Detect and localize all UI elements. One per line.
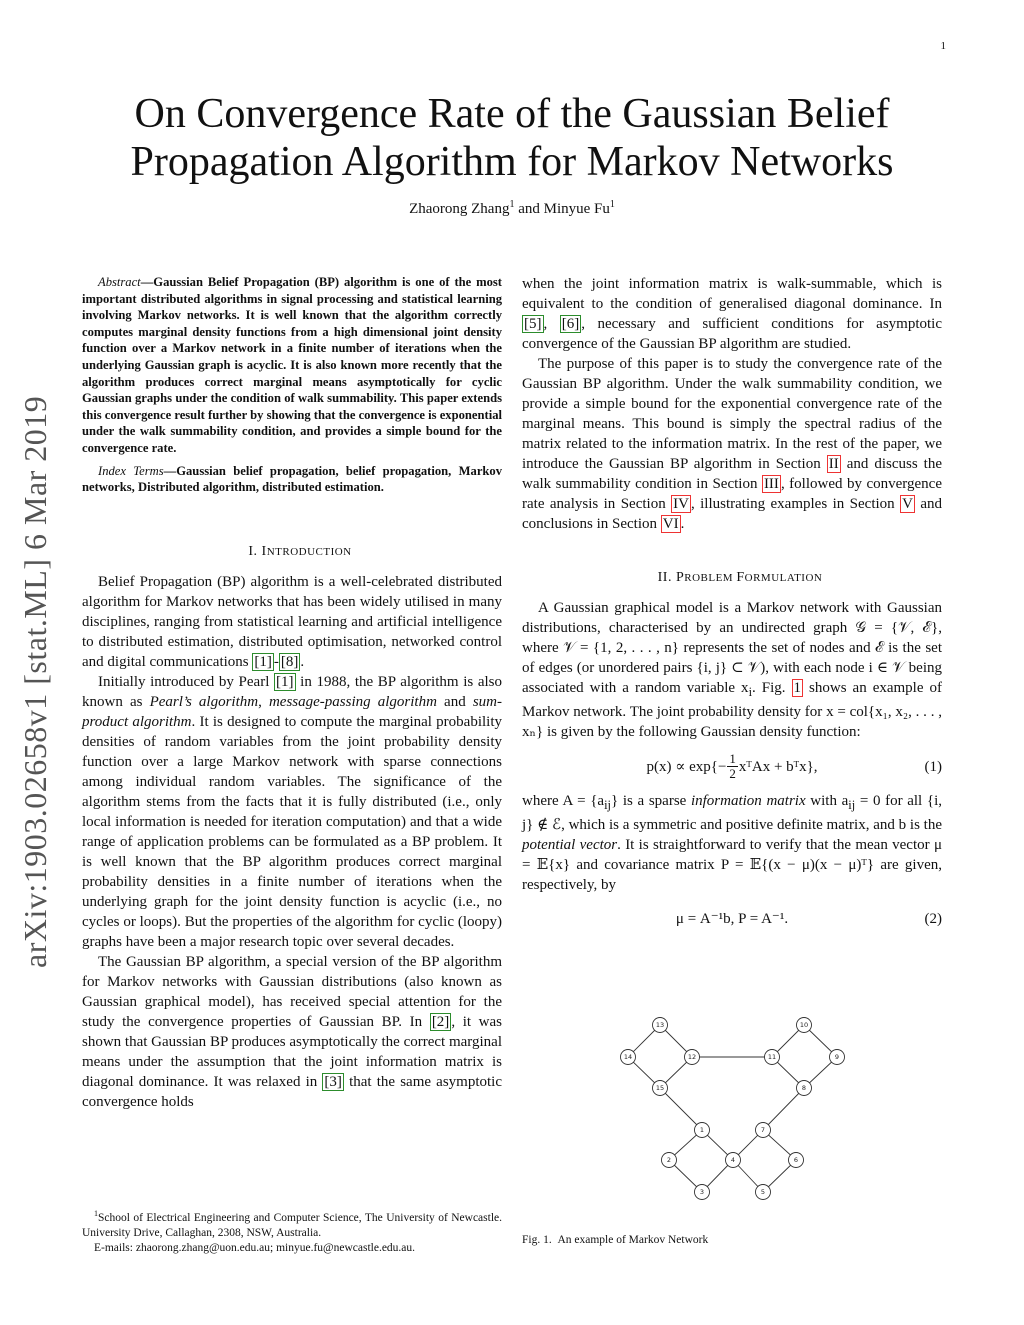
node-5 [756, 1185, 771, 1200]
figure-link[interactable]: 1 [793, 680, 802, 696]
equation-2: μ = A⁻¹b, P = A⁻¹. (2) [675, 911, 942, 927]
citation-link[interactable]: [2] [431, 1013, 450, 1030]
right-column [522, 274, 942, 929]
svg-text:15: 15 [655, 1084, 665, 1092]
intro-paragraph-1: Belief Propagation (BP) algorithm is a well-celebrated distributed algorithm for Markov networks that has been widely utilised in many disciplines, ranging from statistical learning and artificial intelligence to distributed estimation, distributed optimisation, networked control and digital communications [1] - [8] . [82, 573, 502, 670]
citation-link[interactable]: [5] [524, 316, 542, 332]
abstract-text: —Gaussian Belief Propagation (BP) algorithm is one of the most important distributed algorithms in signal processing and statistical learning involving Markov networks. It is well known that the algorithm correctly computes marginal density functions from a high dimensional joint density function over a Markov network in a finite number of iterations when the underlying Gaussian graph is acyclic. It is also known more recently that the algorithm produces correct marginal means asymptotically for cyclic Gaussian graphs under the condition of walk summability. This paper extends this convergence result further by showing that the convergence is exponential under the walk summability condition, and provides a simple bound for the convergence rate. [82, 275, 502, 455]
citation-link[interactable]: [1] [254, 653, 272, 670]
section-link[interactable]: II [828, 456, 839, 472]
right-paragraph-1: when the joint information matrix is walk-summable, which is equivalent to the condition of generalised diagonal dominance. In [5] , [6] , necessary and sufficient conditions for asymptotic convergence of the Gaussian BP algorithm are studied. [522, 276, 942, 352]
node-11 [765, 1050, 780, 1065]
citation-link[interactable]: [1] [276, 673, 294, 690]
abstract-lead: Abstract [98, 275, 141, 289]
title-line-2: Propagation Algorithm for Markov Networks [130, 139, 894, 185]
author-2: Minyue Fu [543, 201, 610, 217]
node-14 [621, 1050, 636, 1065]
svg-text:14: 14 [623, 1053, 633, 1061]
arxiv-stamp: arXiv:1903.02658v1 [stat.ML] 6 Mar 2019 [17, 395, 53, 968]
left-column [82, 274, 502, 1112]
paper-title [100, 90, 924, 186]
section-heading-introduction: I. INTRODUCTION [248, 543, 352, 559]
abstract [82, 274, 502, 496]
markov-network-figure [612, 1010, 862, 1210]
node-3 [695, 1185, 710, 1200]
footnote: $^1$School of Electrical Engineering and Computer Science, The University of Newcastle. University Drive, Callaghan, 2308, NSW, Australia. E-mails: zhaorong.zhang@uon.edu.au; minyue.fu@newcastle.edu.au. [82, 1209, 502, 1254]
node-7 [756, 1123, 771, 1138]
svg-text:11: 11 [767, 1053, 777, 1061]
node-12 [685, 1050, 700, 1065]
author-2-affil: 1 [609, 199, 615, 210]
right-paragraph-2: The purpose of this paper is to study the convergence rate of the Gaussian BP algorithm. Under the walk summability condition, we provide a simple bound for the exponential convergence rate of the marginal means. This bound is simply the spectral radius of the matrix related to the information matrix. In the rest of the paper, we introduce the Gaussian BP algorithm in Section II and discuss the walk summability condition in Section III , followed by convergence rate analysis in Section IV , illustrating examples in Section V and conclusions in Section VI . [522, 356, 943, 532]
section-link[interactable]: V [902, 496, 913, 512]
author-1-affil: 1 [509, 199, 515, 210]
svg-text:3: 3 [699, 1188, 705, 1196]
index-terms-text: —Gaussian belief propagation, belief propagation, Markov networks, Distributed algorithm, distributed estimation. [82, 463, 503, 495]
section-heading-problem-formulation: II. PROBLEM FORMULATION [657, 570, 823, 585]
figure-caption [522, 1234, 708, 1246]
section-link[interactable]: IV [673, 496, 689, 512]
svg-text:7: 7 [760, 1126, 766, 1134]
section-link[interactable]: III [763, 476, 779, 492]
node-1 [695, 1123, 710, 1138]
svg-text:8: 8 [801, 1084, 807, 1092]
footnote-emails: E-mails: zhaorong.zhang@uon.edu.au; minyue.fu@newcastle.edu.au. [94, 1241, 416, 1254]
citation-link[interactable]: [6] [561, 316, 580, 332]
author-1: Zhaorong Zhang [409, 201, 510, 217]
edge [763, 1088, 804, 1130]
node-4 [726, 1153, 741, 1168]
index-terms-lead: Index Terms [98, 463, 164, 478]
node-2 [662, 1153, 677, 1168]
node-15 [653, 1081, 668, 1096]
node-8 [797, 1081, 812, 1096]
node-6 [789, 1153, 804, 1168]
svg-text:1: 1 [699, 1126, 705, 1134]
svg-text:10: 10 [799, 1021, 809, 1029]
node-9 [830, 1050, 845, 1065]
edge [660, 1088, 702, 1130]
equation-1-label: (1) [924, 758, 942, 775]
svg-text:2: 2 [666, 1156, 672, 1164]
svg-text:4: 4 [730, 1156, 736, 1164]
caption-text: An example of Markov Network [557, 1234, 709, 1246]
right-paragraph-3: A Gaussian graphical model is a Markov network with Gaussian distributions, characterised by an undirected graph 𝒢 = {𝒱, ℰ}, where 𝒱 = {1, 2, . . . , n} represents the set of nodes and ℰ is the set of edges (or unordered pairs {i, j} ⊂ 𝒱), with each node i ∈ 𝒱 being associated with a random variable $x_i$. Fig. 1 shows an example of Markov network. The joint probability density for x = col{x₁, x₂, . . . , xₙ} is given by the following Gaussian density function: [522, 600, 942, 740]
citation-link[interactable]: [3] [324, 1073, 342, 1090]
svg-text:6: 6 [793, 1156, 799, 1164]
caption-label: Fig. 1. [522, 1234, 552, 1246]
svg-text:13: 13 [655, 1021, 665, 1029]
equation-2-label: (2) [924, 911, 942, 927]
title-line-1: On Convergence Rate of the Gaussian Belief [134, 91, 890, 137]
node-10 [797, 1018, 812, 1033]
equation-1: p(x) ∝ exp{− $\frac{1}{2}$ xᵀAx + bᵀx}, (1) [646, 751, 942, 781]
section-link[interactable]: VI [662, 516, 679, 532]
citation-link[interactable]: [8] [280, 653, 299, 670]
intro-paragraph-3: The Gaussian BP algorithm, a special version of the BP algorithm for Markov networks with Gaussian distributions (also known as Gaussian graphical model), has received special attention for the study the convergence properties of Gaussian BP. In [2] , it was shown that Gaussian BP produces asymptotically the correct marginal means under the assumption that the joint information matrix is diagonal dominance. It was relaxed in [3] that the same asymptotic convergence holds [82, 953, 502, 1110]
authors [100, 199, 924, 218]
authors-and: and [514, 201, 544, 217]
page-number: 1 [940, 40, 946, 52]
intro-paragraph-2: Initially introduced by Pearl [1] in 1988, the BP algorithm is also known as Pearl’s algorithm, message-passing algorithm and sum-product algorithm. It is designed to compute the marginal probability densities of random variables from the joint probability density function over a large Markov network with sparse connections among individual random variables. The significance of the algorithm stems from the facts that it is fully distributed (i.e., only local information is needed for iteration computation) and that a wide range of application problems can be formulated as a BP problem. It is well known that the BP algorithm produces correct marginal probability densities in a finite number of iterations when the underlying graph for the joint density function is acyclic (i.e., no cycles or loops). But the properties of the algorithm for cyclic (loopy) graphs have been a major research topic over several decades. [82, 673, 502, 950]
right-paragraph-4: where $A = \{a_{ij}\}$ is a sparse information matrix with $a_{ij} = 0$ for all {i, j} ∉ ℰ, which is a symmetric and positive definite matrix, and b is the potential vector. It is straightforward to verify that the mean vector μ = 𝔼{x} and covariance matrix P = 𝔼{(x − μ)(x − μ)ᵀ} are given, respectively, by [522, 793, 942, 893]
node-13 [653, 1018, 668, 1033]
svg-text:9: 9 [834, 1053, 840, 1061]
svg-text:12: 12 [687, 1053, 697, 1061]
svg-text:5: 5 [760, 1188, 766, 1196]
